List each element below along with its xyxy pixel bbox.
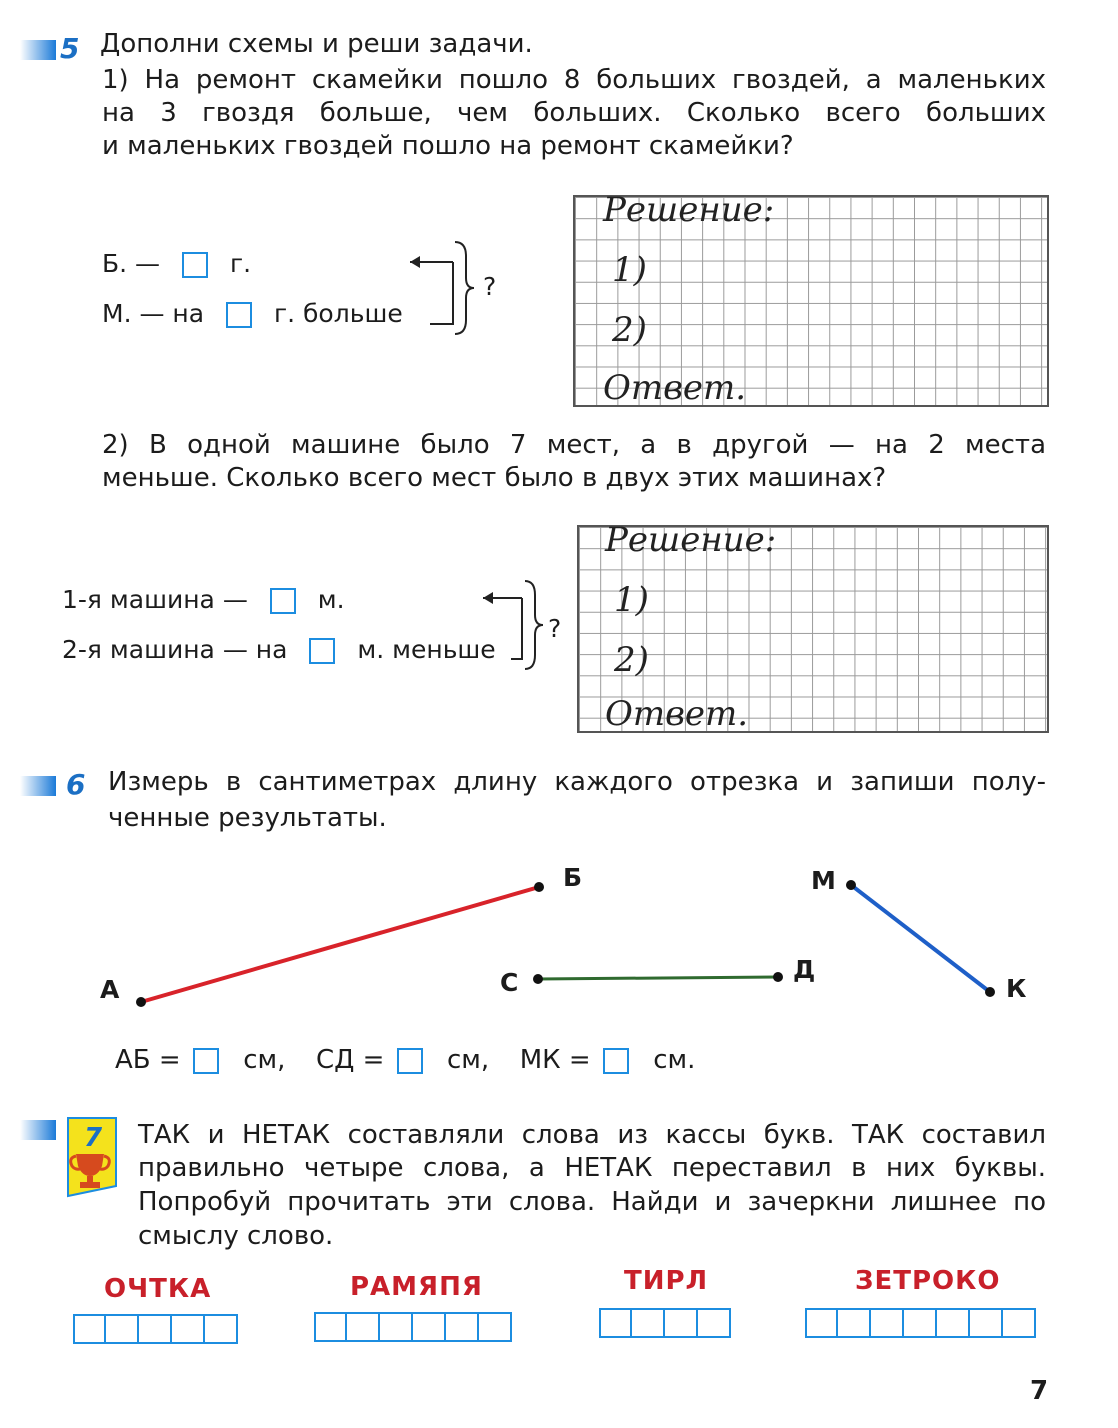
scheme1-row2: [102, 299, 403, 328]
point-m-label: М: [811, 866, 836, 895]
point-k: [985, 987, 995, 997]
point-a: [136, 997, 146, 1007]
page-number: 7: [1030, 1376, 1049, 1406]
segments-figure: [0, 850, 1118, 1030]
grid2-solution-title: Решение:: [605, 520, 777, 560]
point-d: [773, 972, 783, 982]
scheme1-row2-label: М. — на: [102, 299, 205, 328]
point-m: [846, 880, 856, 890]
scrambled-word-4: ЗЕТРОКО: [855, 1266, 1001, 1296]
scrambled-word-2: РАМЯПЯ: [350, 1272, 483, 1302]
task5-heading: Дополни схемы и реши задачи.: [100, 29, 533, 59]
grid1-solution-title: Решение:: [603, 190, 775, 230]
segment-mk: [851, 885, 990, 992]
task7-marker: [20, 1120, 56, 1140]
task5-p1-line1: 1) На ремонт скамейки пошло 8 больших гвоздей, а маленьких: [102, 65, 1046, 95]
task7-line1: ТАК и НЕТАК составляли слова из кассы букв. ТАК составил: [138, 1120, 1046, 1150]
scheme2-question: ?: [548, 614, 562, 643]
scheme2-row2-unit: м. меньше: [357, 635, 496, 664]
grid1-answer: Ответ.: [603, 368, 747, 408]
scheme1-row1-label: Б. —: [102, 249, 161, 278]
segment-cd: [538, 977, 778, 979]
answer-ab-label: АБ =: [115, 1045, 181, 1075]
task5-p1-line3: и маленьких гвоздей пошло на ремонт скамейки?: [102, 131, 794, 161]
task5-marker: [20, 40, 56, 60]
task6-number: 6: [66, 768, 86, 801]
scheme1-difference-box[interactable]: [226, 302, 252, 328]
task6-line1: Измерь в сантиметрах длину каждого отрезка и запиши полу-: [108, 767, 1046, 797]
grid2-step1: 1): [614, 580, 649, 620]
grid2-answer: Ответ.: [605, 694, 749, 734]
point-b: [534, 882, 544, 892]
answer-ab-unit: см,: [243, 1045, 286, 1075]
answer-cd-unit: см,: [447, 1045, 490, 1075]
task5-p2-line2: меньше. Сколько всего мест было в двух этих машинах?: [102, 463, 887, 493]
answer-mk-unit: см.: [653, 1045, 696, 1075]
scheme2-row1-unit: м.: [317, 585, 345, 614]
scheme1-question: ?: [483, 272, 497, 301]
scheme2-row1: [62, 585, 345, 614]
scheme2-row1-label: 1-я машина —: [62, 585, 248, 614]
scrambled-word-1: ОЧТКА: [104, 1274, 212, 1304]
task6-line2: ченные результаты.: [108, 803, 387, 833]
task5-p2-line1: 2) В одной машине было 7 мест, а в другой — на 2 места: [102, 430, 1046, 460]
point-a-label: А: [100, 975, 120, 1004]
scheme2-row2-label: 2-я машина — на: [62, 635, 288, 664]
task5-number: 5: [60, 32, 80, 65]
grid1-step2: 2): [612, 310, 647, 350]
word4-letter-boxes[interactable]: [805, 1308, 1036, 1338]
grid1-step1: 1): [612, 250, 647, 290]
answer-mk-box[interactable]: [603, 1048, 629, 1074]
word3-letter-boxes[interactable]: [599, 1308, 731, 1338]
scheme1-row1: [102, 249, 251, 278]
scheme1-row2-unit: г. больше: [273, 299, 403, 328]
scheme1-row1-unit: г.: [229, 249, 252, 278]
scheme2-row2: [62, 635, 496, 664]
answer-ab-box[interactable]: [193, 1048, 219, 1074]
point-k-label: К: [1006, 974, 1027, 1003]
task7-line3: Попробуй прочитать эти слова. Найди и зачеркни лишнее по: [138, 1187, 1046, 1217]
task7-line4: смыслу слово.: [138, 1221, 334, 1251]
answer-cd-label: СД =: [315, 1045, 385, 1075]
task6-answers: [115, 1045, 695, 1075]
word1-letter-boxes[interactable]: [73, 1314, 238, 1344]
word2-letter-boxes[interactable]: [314, 1312, 512, 1342]
point-d-label: Д: [793, 955, 816, 984]
task7-line2: правильно четыре слова, а НЕТАК переставил в них буквы.: [138, 1153, 1046, 1183]
trophy-icon: [64, 1116, 120, 1198]
scheme1-bracket: [400, 238, 480, 338]
scheme2-difference-box[interactable]: [309, 638, 335, 664]
point-c: [533, 974, 543, 984]
task7-number: 7: [84, 1123, 103, 1153]
task5-p1-line2: на 3 гвоздя больше, чем больших. Сколько всего больших: [102, 98, 1046, 128]
grid2-step2: 2): [614, 640, 649, 680]
scheme2-bracket: [475, 575, 555, 675]
scheme1-big-nails-box[interactable]: [182, 252, 208, 278]
point-b-label: Б: [563, 863, 583, 892]
segment-ab: [141, 887, 539, 1002]
answer-mk-label: МК =: [519, 1045, 591, 1075]
scheme2-first-car-box[interactable]: [270, 588, 296, 614]
task6-marker: [20, 776, 56, 796]
answer-cd-box[interactable]: [397, 1048, 423, 1074]
scrambled-word-3: ТИРЛ: [624, 1266, 709, 1296]
point-c-label: С: [500, 968, 519, 997]
